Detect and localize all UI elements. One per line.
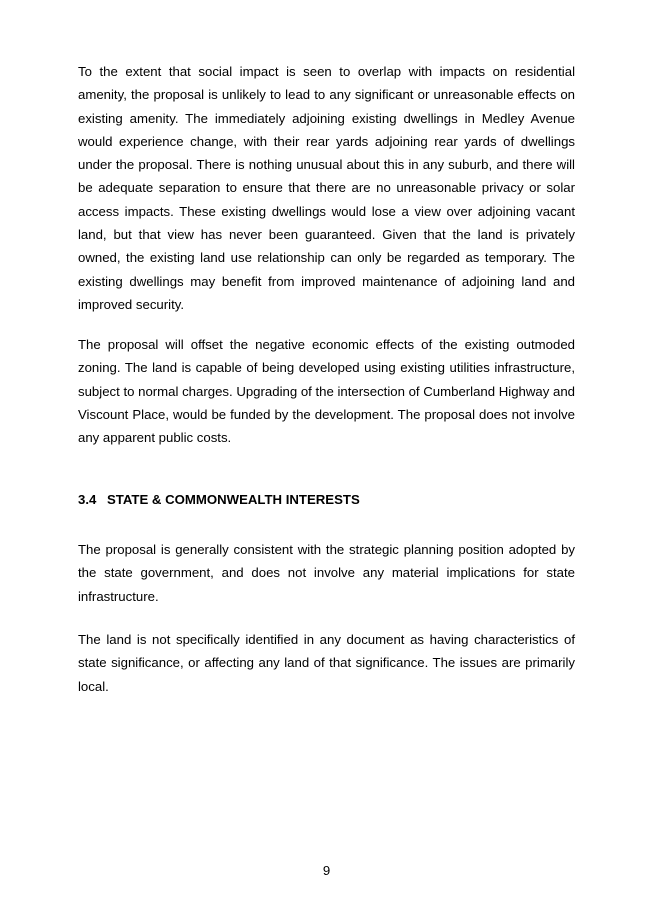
section-heading bbox=[78, 492, 360, 507]
paragraph-state-significance: The land is not specifically identified in any document as having characteristics of state significance, or affecting any land of that significance. The issues are primarily local. bbox=[78, 632, 575, 694]
section-title: STATE & COMMONWEALTH INTERESTS bbox=[107, 492, 360, 507]
paragraph-social-impact: To the extent that social impact is seen to overlap with impacts on residential amenity, the proposal is unlikely to lead to any significant or unreasonable effects on existing amenity. The immediately adjoining existing dwellings in Medley Avenue would experience change, with their rear yards adjoining rear yards of dwellings under the proposal. There is nothing unusual about this in any suburb, and there will be adequate separation to ensure that there are no unreasonable privacy or solar access impacts. These existing dwellings would lose a view over adjoining vacant land, but that view has never been guaranteed. Given that the land is privately owned, the existing land use relationship can only be regarded as temporary. The existing dwellings may benefit from improved maintenance of adjoining land and improved security. bbox=[78, 64, 575, 312]
paragraph-strategic-planning: The proposal is generally consistent with the strategic planning position adopted by the state government, and does not involve any material implications for state infrastructure. bbox=[78, 542, 575, 604]
paragraph-economic-effects: The proposal will offset the negative economic effects of the existing outmoded zoning. The land is capable of being developed using existing utilities infrastructure, subject to normal charges. Upgrading of the intersection of Cumberland Highway and Viscount Place, would be funded by the development. The proposal does not involve any apparent public costs. bbox=[78, 337, 576, 446]
page-number: 9 bbox=[322, 863, 331, 878]
section-number: 3.4 bbox=[78, 492, 97, 507]
